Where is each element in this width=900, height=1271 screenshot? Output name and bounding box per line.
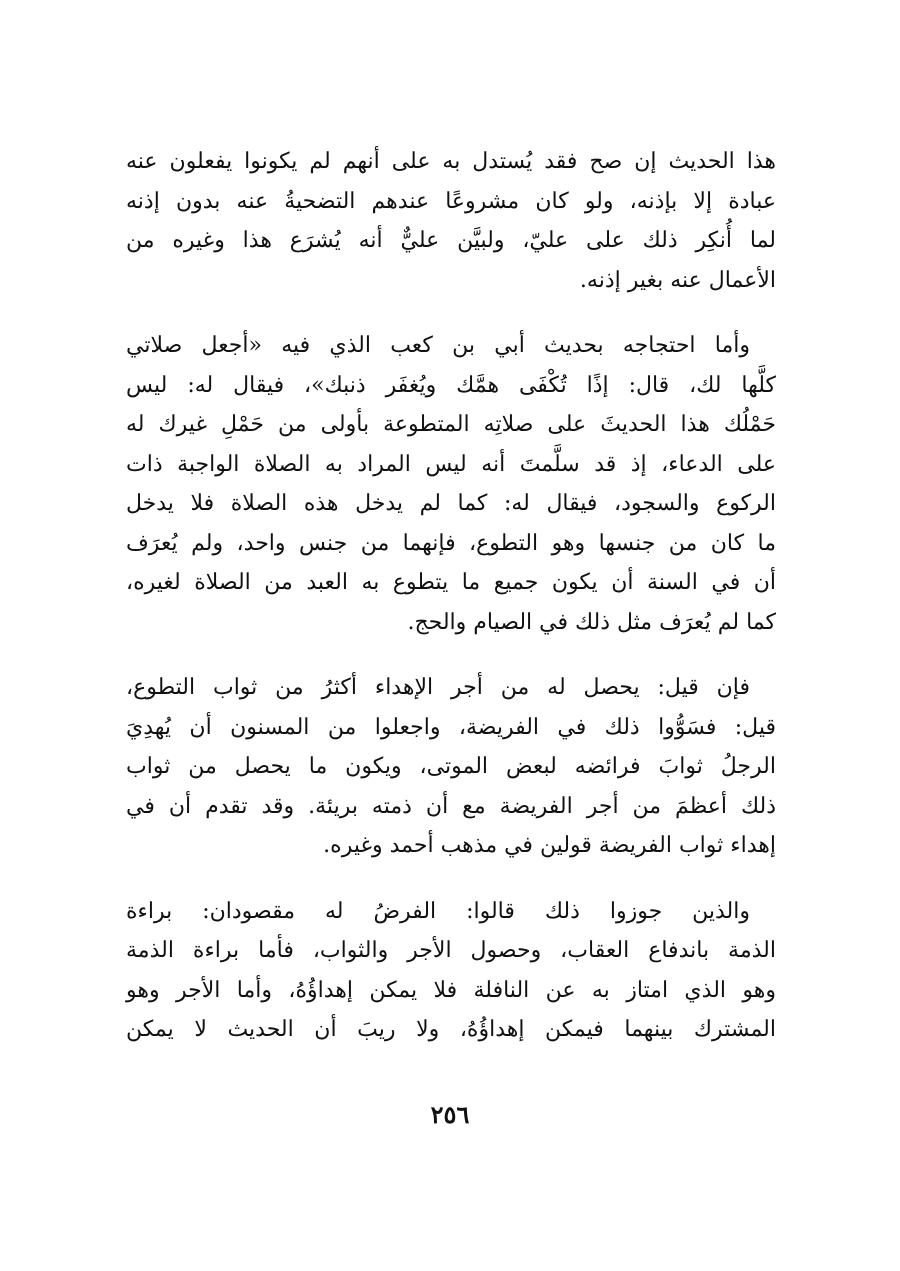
text-line: الركوع والسجود، فيقال له: كما لم يدخل هذه الصلاة فلا يدخل xyxy=(126,491,776,516)
page-number: ٢٥٦ xyxy=(430,1100,470,1129)
text-line: على الدعاء، إذ قد سلَّمتَ أنه ليس المراد به الصلاة الواجبة ذات xyxy=(126,451,776,477)
text-line: عبادة إلا بإذنه، ولو كان مشروعًا عندهم التضحيةُ عنه بدون إذنه xyxy=(126,188,776,214)
text-line: الأعمال عنه بغير إذنه. xyxy=(579,267,776,293)
page-body xyxy=(126,142,776,1076)
text-line: وأما احتجاجه بحديث أبي بن كعب الذي فيه «أجعل صلاتي xyxy=(126,333,750,358)
text-line: ما كان من جنسها وهو التطوع، فإنهما من جنس واحد، ولم يُعرَف xyxy=(126,530,776,556)
paragraph xyxy=(126,326,776,642)
text-line: كما لم يُعرَف مثل ذلك في الصيام والحج. xyxy=(407,609,776,635)
text-line: الذمة باندفاع العقاب، وحصول الأجر والثواب، فأما براءة الذمة xyxy=(126,938,776,963)
text-line: حَمْلُك هذا الحديثَ على صلاتِه المتطوعة بأولى من حَمْلِ غيرك له xyxy=(126,412,776,437)
text-line: قيل: فسَوُّوا ذلك في الفريضة، واجعلوا من المسنون أن يُهدِيَ xyxy=(126,714,776,740)
text-line: كلَّها لك، قال: إذًا تُكْفَى همَّك ويُغفَر ذنبك»، فيقال له: ليس xyxy=(126,372,776,398)
text-line: المشترك بينهما فيمكن إهداؤُهُ، ولا ريبَ أن الحديث لا يمكن xyxy=(126,1017,776,1042)
text-line: أن في السنة أن يكون جميع ما يتطوع به العبد من الصلاة لغيره، xyxy=(126,570,776,595)
text-line: والذين جوزوا ذلك قالوا: الفرضُ له مقصودان: براءة xyxy=(126,898,750,924)
text-line: هذا الحديث إن صح فقد يُستدل به على أنهم لم يكونوا يفعلون عنه xyxy=(126,149,776,174)
text-line: لما أُنكِر ذلك على عليّ، ولبيَّن عليٌّ أنه يُشرَع هذا وغيره من xyxy=(126,228,776,253)
text-line: فإن قيل: يحصل له من أجر الإهداء أكثرُ من ثواب التطوع، xyxy=(126,675,750,700)
text-line: وهو الذي امتاز به عن النافلة فلا يمكن إهداؤُهُ، وأما الأجر وهو xyxy=(126,977,776,1003)
paragraph xyxy=(126,668,776,866)
paragraph xyxy=(126,892,776,1050)
paragraph xyxy=(126,142,776,300)
text-line: الرجلُ ثوابَ فرائضه لبعض الموتى، ويكون ما يحصل من ثواب xyxy=(126,754,776,779)
text-line: ذلك أعظمَ من أجر الفريضة مع أن ذمته بريئة. وقد تقدم أن في xyxy=(126,793,776,819)
text-line: إهداء ثواب الفريضة قولين في مذهب أحمد وغيره. xyxy=(323,833,776,858)
